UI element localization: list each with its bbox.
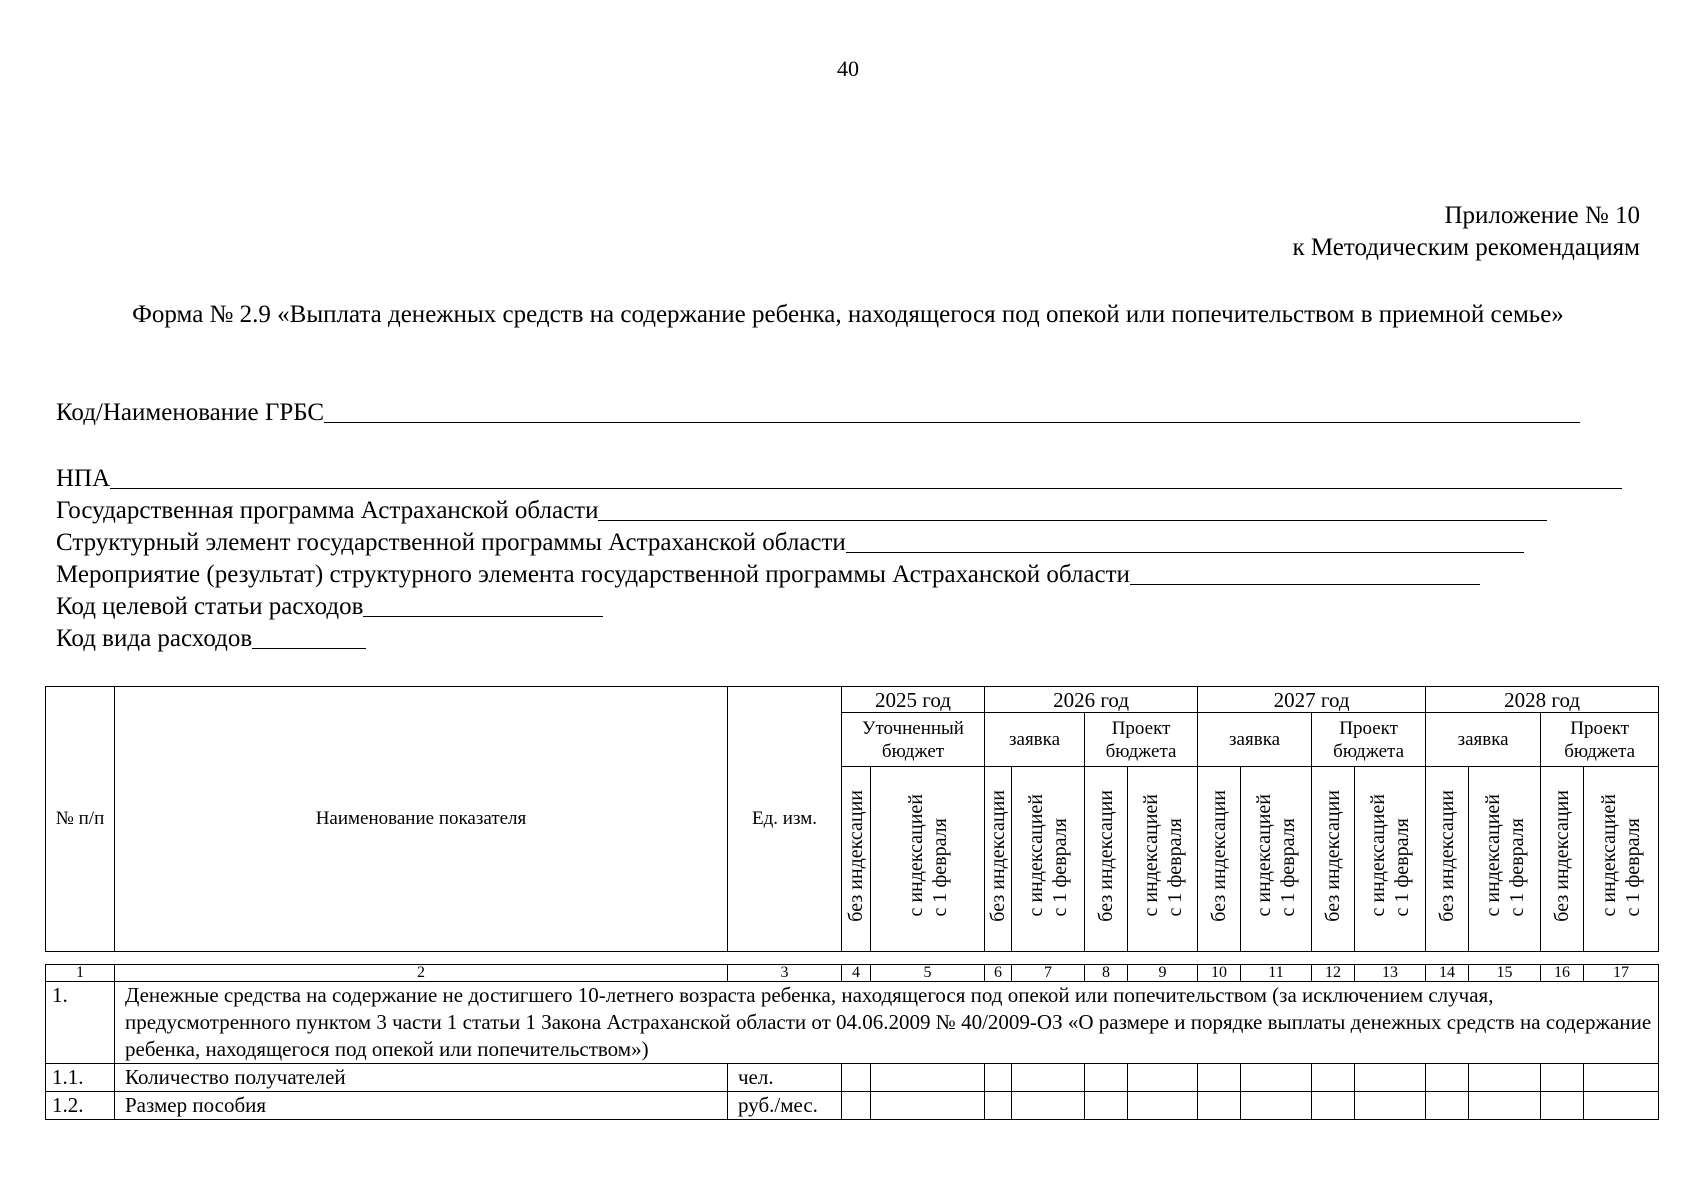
header-year-2026: 2026 год <box>985 687 1198 713</box>
header-col8: без индексации <box>1085 767 1128 952</box>
field-npa-line[interactable] <box>110 464 1622 489</box>
value-cell[interactable] <box>871 1092 985 1120</box>
header-year-2027: 2027 год <box>1198 687 1426 713</box>
row-section-title: Денежные средства на содержание не достигшего 10-летнего возраста ребенка, находящегося под опекой или попечительством (за исключением случая, предусмотренного пунктом 3 части 1 статьи 1 Закона Астраханской области от 04.06.2009 № 40/2009-ОЗ «О размере и порядке выплаты денежных средств на содержание ребенка, находящегося под опекой или попечительством») <box>115 982 1659 1064</box>
field-measure-label: Мероприятие (результат) структурного элемента государственной программы Астраханской области <box>56 561 1130 588</box>
value-cell[interactable] <box>842 1064 871 1092</box>
header-col11: с индексацией с 1 февраля <box>1241 767 1312 952</box>
field-structural-element-label: Структурный элемент государственной программы Астраханской области <box>56 529 846 556</box>
value-cell[interactable] <box>1085 1092 1128 1120</box>
column-number: 6 <box>985 965 1012 982</box>
row-number: 1.1. <box>46 1064 115 1092</box>
column-number: 14 <box>1426 965 1469 982</box>
value-cell[interactable] <box>1541 1064 1584 1092</box>
value-cell[interactable] <box>1012 1064 1085 1092</box>
row-unit: руб./мес. <box>728 1092 842 1120</box>
header-col9: с индексацией с 1 февраля <box>1128 767 1198 952</box>
header-num: № п/п <box>46 687 115 952</box>
value-cell[interactable] <box>1128 1092 1198 1120</box>
header-unit: Ед. изм. <box>728 687 842 952</box>
appendix-heading <box>1292 200 1640 264</box>
header-col15: с индексацией с 1 февраля <box>1469 767 1541 952</box>
field-expense-type-label: Код вида расходов <box>56 625 253 652</box>
header-col17: с индексацией с 1 февраля <box>1584 767 1659 952</box>
row-unit: чел. <box>728 1064 842 1092</box>
value-cell[interactable] <box>1469 1064 1541 1092</box>
field-grbs-line[interactable] <box>324 398 1580 423</box>
column-number: 2 <box>115 965 728 982</box>
value-cell[interactable] <box>1085 1064 1128 1092</box>
table-row-1-1 <box>46 1064 1659 1092</box>
field-structural-element <box>56 525 1524 557</box>
header-col6: без индексации <box>985 767 1012 952</box>
field-measure-line[interactable] <box>1130 560 1480 585</box>
value-cell[interactable] <box>1355 1064 1426 1092</box>
form-title: Форма № 2.9 «Выплата денежных средств на содержание ребенка, находящегося под опекой или попечительством в приемной семье» <box>132 301 1564 328</box>
value-cell[interactable] <box>1198 1092 1241 1120</box>
field-expense-type-line[interactable] <box>252 624 366 649</box>
header-col12: без индексации <box>1312 767 1355 952</box>
header-2026-project: Проект бюджета <box>1085 713 1198 767</box>
table-row-1 <box>46 982 1659 1064</box>
field-program <box>56 493 1547 525</box>
field-grbs-label: Код/Наименование ГРБС <box>56 399 325 426</box>
field-structural-element-line[interactable] <box>846 528 1524 553</box>
value-cell[interactable] <box>1426 1064 1469 1092</box>
page-number: 40 <box>837 56 859 81</box>
value-cell[interactable] <box>1198 1064 1241 1092</box>
header-2025-refined-budget: Уточненный бюджет <box>842 713 985 767</box>
value-cell[interactable] <box>985 1092 1012 1120</box>
header-col4: без индексации <box>842 767 871 952</box>
header-col7: с индексацией с 1 февраля <box>1012 767 1085 952</box>
field-target-code-line[interactable] <box>363 592 603 617</box>
header-2027-request: заявка <box>1198 713 1312 767</box>
value-cell[interactable] <box>1128 1064 1198 1092</box>
value-cell[interactable] <box>1012 1092 1085 1120</box>
column-number: 3 <box>728 965 842 982</box>
column-number: 10 <box>1198 965 1241 982</box>
value-cell[interactable] <box>1469 1092 1541 1120</box>
header-col10: без индексации <box>1198 767 1241 952</box>
value-cell[interactable] <box>985 1064 1012 1092</box>
value-cell[interactable] <box>871 1064 985 1092</box>
indicators-table-header <box>45 686 1659 952</box>
value-cell[interactable] <box>1584 1092 1659 1120</box>
column-number: 13 <box>1355 965 1426 982</box>
column-number: 1 <box>46 965 115 982</box>
row-number: 1. <box>46 982 115 1064</box>
header-year-2028: 2028 год <box>1426 687 1659 713</box>
row-indicator-name: Количество получателей <box>115 1064 728 1092</box>
value-cell[interactable] <box>1312 1064 1355 1092</box>
value-cell[interactable] <box>842 1092 871 1120</box>
header-col5: с индексацией с 1 февраля <box>871 767 985 952</box>
row-number: 1.2. <box>46 1092 115 1120</box>
value-cell[interactable] <box>1426 1092 1469 1120</box>
field-program-line[interactable] <box>598 496 1547 521</box>
value-cell[interactable] <box>1241 1064 1312 1092</box>
header-col14: без индексации <box>1426 767 1469 952</box>
column-number: 8 <box>1085 965 1128 982</box>
row-indicator-name: Размер пособия <box>115 1092 728 1120</box>
field-npa <box>56 461 1622 493</box>
field-npa-label: НПА <box>56 465 111 492</box>
field-target-code <box>56 589 603 621</box>
field-target-code-label: Код целевой статьи расходов <box>56 593 364 620</box>
table-row-1-2 <box>46 1092 1659 1120</box>
column-number: 11 <box>1241 965 1312 982</box>
column-number: 15 <box>1469 965 1541 982</box>
appendix-number: Приложение № 10 <box>1444 202 1640 229</box>
header-2028-project: Проект бюджета <box>1541 713 1659 767</box>
value-cell[interactable] <box>1355 1092 1426 1120</box>
value-cell[interactable] <box>1541 1092 1584 1120</box>
header-2027-project: Проект бюджета <box>1312 713 1426 767</box>
value-cell[interactable] <box>1241 1092 1312 1120</box>
column-number: 9 <box>1128 965 1198 982</box>
column-number: 5 <box>871 965 985 982</box>
header-col13: с индексацией с 1 февраля <box>1355 767 1426 952</box>
column-number: 7 <box>1012 965 1085 982</box>
value-cell[interactable] <box>1584 1064 1659 1092</box>
header-name: Наименование показателя <box>115 687 728 952</box>
appendix-reference: к Методическим рекомендациям <box>1292 234 1640 261</box>
header-col16: без индексации <box>1541 767 1584 952</box>
column-number: 4 <box>842 965 871 982</box>
value-cell[interactable] <box>1312 1092 1355 1120</box>
field-expense-type <box>56 621 366 653</box>
header-year-2025: 2025 год <box>842 687 985 713</box>
column-number: 17 <box>1584 965 1659 982</box>
indicators-table-body <box>45 964 1659 1120</box>
field-program-label: Государственная программа Астраханской области <box>56 497 599 524</box>
header-2026-request: заявка <box>985 713 1085 767</box>
column-number: 12 <box>1312 965 1355 982</box>
field-measure <box>56 557 1480 589</box>
column-number: 16 <box>1541 965 1584 982</box>
field-grbs <box>56 395 1580 427</box>
header-2028-request: заявка <box>1426 713 1541 767</box>
column-numbers-row <box>46 965 1659 982</box>
